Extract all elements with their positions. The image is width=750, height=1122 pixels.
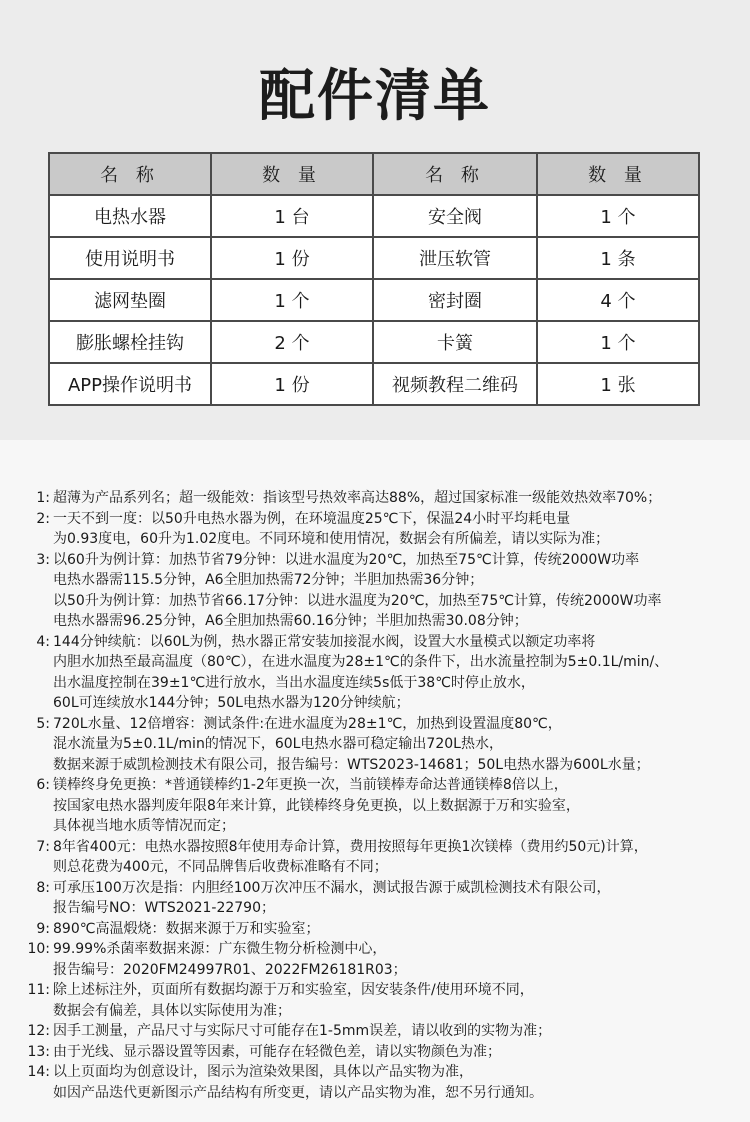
footnote-text: 混水流量为5±0.1L/min的情况下，60L电热水器可稳定输出720L热水， <box>53 736 503 752</box>
footnote-number: 5: <box>36 715 50 732</box>
item-name: 使用说明书 <box>49 237 211 279</box>
item-quantity: 1 个 <box>537 195 699 237</box>
header-name-1: 名 称 <box>49 153 211 195</box>
footnote-text: 具体视当地水质等情况而定； <box>53 818 235 834</box>
footnote <box>22 509 734 550</box>
item-name: 膨胀螺栓挂钩 <box>49 321 211 363</box>
item-quantity: 2 个 <box>211 321 373 363</box>
header-quantity-1: 数 量 <box>211 153 373 195</box>
footnote-text: 因手工测量，产品尺寸与实际尺寸可能存在1-5mm误差，请以收到的实物为准； <box>53 1023 552 1039</box>
footnote-text: 报告编号：2020FM24997R01、2022FM26181R03； <box>53 961 407 978</box>
footnote-text: 以上页面均为创意设计，图示为渲染效果图，具体以产品实物为准， <box>53 1064 473 1080</box>
item-name: 视频教程二维码 <box>373 363 537 405</box>
table-row <box>49 363 699 405</box>
footnote <box>22 714 734 776</box>
footnote-number: 1: <box>36 490 50 506</box>
page-title: 配件清单 <box>259 64 491 129</box>
footnote-text: 以50升为例计算：加热节省66.17分钟：以进水温度为20℃，加热至75℃计算，传统2000W功率 <box>53 592 662 609</box>
item-quantity: 1 个 <box>537 321 699 363</box>
item-quantity: 1 份 <box>211 363 373 405</box>
footnote-text: 一天不到一度：以50升电热水器为例，在环境温度25℃下，保温24小时平均耗电量 <box>53 510 571 527</box>
footnote-text: 720L水量、12倍增容：测试条件:在进水温度为28±1℃，加热到设置温度80℃， <box>53 715 562 732</box>
item-quantity: 1 张 <box>537 363 699 405</box>
header-name-2: 名 称 <box>373 153 537 195</box>
item-name: 密封圈 <box>373 279 537 321</box>
footnotes-list <box>22 488 734 1103</box>
footnote-number: 8: <box>36 879 50 896</box>
footnote-text: 可承压100万次是指：内胆经100万次冲压不漏水，测试报告源于威凯检测技术有限公司， <box>53 879 611 896</box>
footnote-text: 出水温度控制在39±1℃进行放水，当出水温度连续5s低于38℃时停止放水， <box>53 674 535 691</box>
footnote-text: 如因产品迭代更新图示产品结构有所变更，请以产品实物为准，恕不另行通知。 <box>53 1084 543 1101</box>
footnote-number: 4: <box>36 633 50 650</box>
footnote-number: 7: <box>36 838 50 855</box>
header-quantity-2: 数 量 <box>537 153 699 195</box>
table-row <box>49 321 699 363</box>
item-quantity: 1 份 <box>211 237 373 279</box>
footnote-number: 10: <box>27 941 50 957</box>
footnote-text: 镁棒终身免更换：*普通镁棒约1-2年更换一次，当前镁棒寿命达普通镁棒8倍以上， <box>53 777 568 793</box>
footnote <box>22 878 734 919</box>
footnote <box>22 919 734 940</box>
footnote-text: 电热水器需96.25分钟，A6全胆加热需60.16分钟；半胆加热需30.08分钟； <box>53 613 528 629</box>
footnote-number: 14: <box>27 1064 50 1080</box>
footnote-number: 3: <box>36 551 50 568</box>
footnote <box>22 837 734 878</box>
footnote-number: 2: <box>36 510 50 527</box>
item-quantity: 1 条 <box>537 237 699 279</box>
item-quantity: 1 个 <box>211 279 373 321</box>
footnote-text: 8年省400元：电热水器按照8年使用寿命计算，费用按照每年更换1次镁棒（费用约50元)计算， <box>53 838 648 855</box>
footnote-text: 890℃高温煅烧：数据来源于万和实验室； <box>53 920 320 937</box>
footnote-text: 电热水器需115.5分钟，A6全胆加热需72分钟；半胆加热需36分钟； <box>53 572 484 588</box>
footnote-number: 11: <box>27 982 50 998</box>
table-row <box>49 195 699 237</box>
footnote <box>22 488 734 509</box>
footnote <box>22 980 734 1021</box>
footnote-text: 为0.93度电，60升为1.02度电。不同环境和使用情况，数据会有所偏差，请以实际为准； <box>53 531 610 547</box>
footnote <box>22 1042 734 1063</box>
item-quantity: 4 个 <box>537 279 699 321</box>
item-name: 电热水器 <box>49 195 211 237</box>
footnote <box>22 939 734 980</box>
footnote-text: 99.99%杀菌率数据来源：广东微生物分析检测中心， <box>53 941 387 957</box>
footnote <box>22 550 734 632</box>
footnote-text: 60L可连续放水144分钟；50L电热水器为120分钟续航； <box>53 695 410 711</box>
footnote-number: 12: <box>27 1023 50 1039</box>
footnote-text: 按国家电热水器判废年限8年来计算，此镁棒终身免更换，以上数据源于万和实验室， <box>53 797 580 814</box>
item-name: 滤网垫圈 <box>49 279 211 321</box>
item-name: 卡簧 <box>373 321 537 363</box>
item-name: 泄压软管 <box>373 237 537 279</box>
table-row <box>49 237 699 279</box>
item-name: 安全阀 <box>373 195 537 237</box>
footnote <box>22 632 734 714</box>
item-name: APP操作说明书 <box>49 363 211 405</box>
footnote-number: 9: <box>36 920 50 937</box>
footnote-text: 144分钟续航：以60L为例，热水器正常安装加接混水阀，设置大水量模式以额定功率将 <box>53 633 596 650</box>
footnote-text: 由于光线、显示器设置等因素，可能存在轻微色差，请以实物颜色为准； <box>53 1043 501 1060</box>
table-header-row <box>49 153 699 195</box>
footnote-text: 则总花费为400元，不同品牌售后收费标准略有不同； <box>53 859 388 875</box>
footnote-text: 超薄为产品系列名；超一级能效：指该型号热效率高达88%，超过国家标准一级能效热效率70%； <box>53 490 662 506</box>
footnote-text: 除上述标注外，页面所有数据均源于万和实验室，因安装条件/使用环境不同， <box>53 982 534 998</box>
accessory-table <box>48 152 700 406</box>
footnote <box>22 1062 734 1103</box>
footnote <box>22 1021 734 1042</box>
footnote-text: 以60升为例计算：加热节省79分钟：以进水温度为20℃，加热至75℃计算，传统2000W功率 <box>53 551 640 568</box>
footnote-text: 数据来源于威凯检测技术有限公司，报告编号：WTS2023-14681；50L电热水器为600L水量； <box>53 756 650 773</box>
table-row <box>49 279 699 321</box>
footnote-number: 13: <box>27 1043 50 1060</box>
item-quantity: 1 台 <box>211 195 373 237</box>
footnote <box>22 775 734 837</box>
footnote-text: 数据会有偏差，具体以实际使用为准； <box>53 1002 291 1019</box>
footnote-text: 报告编号NO：WTS2021-22790； <box>53 900 275 916</box>
footnote-text: 内胆水加热至最高温度（80℃），在进水温度为28±1℃的条件下，出水流量控制为5±0.1L/min/、 <box>53 654 669 670</box>
footnote-number: 6: <box>36 777 50 793</box>
